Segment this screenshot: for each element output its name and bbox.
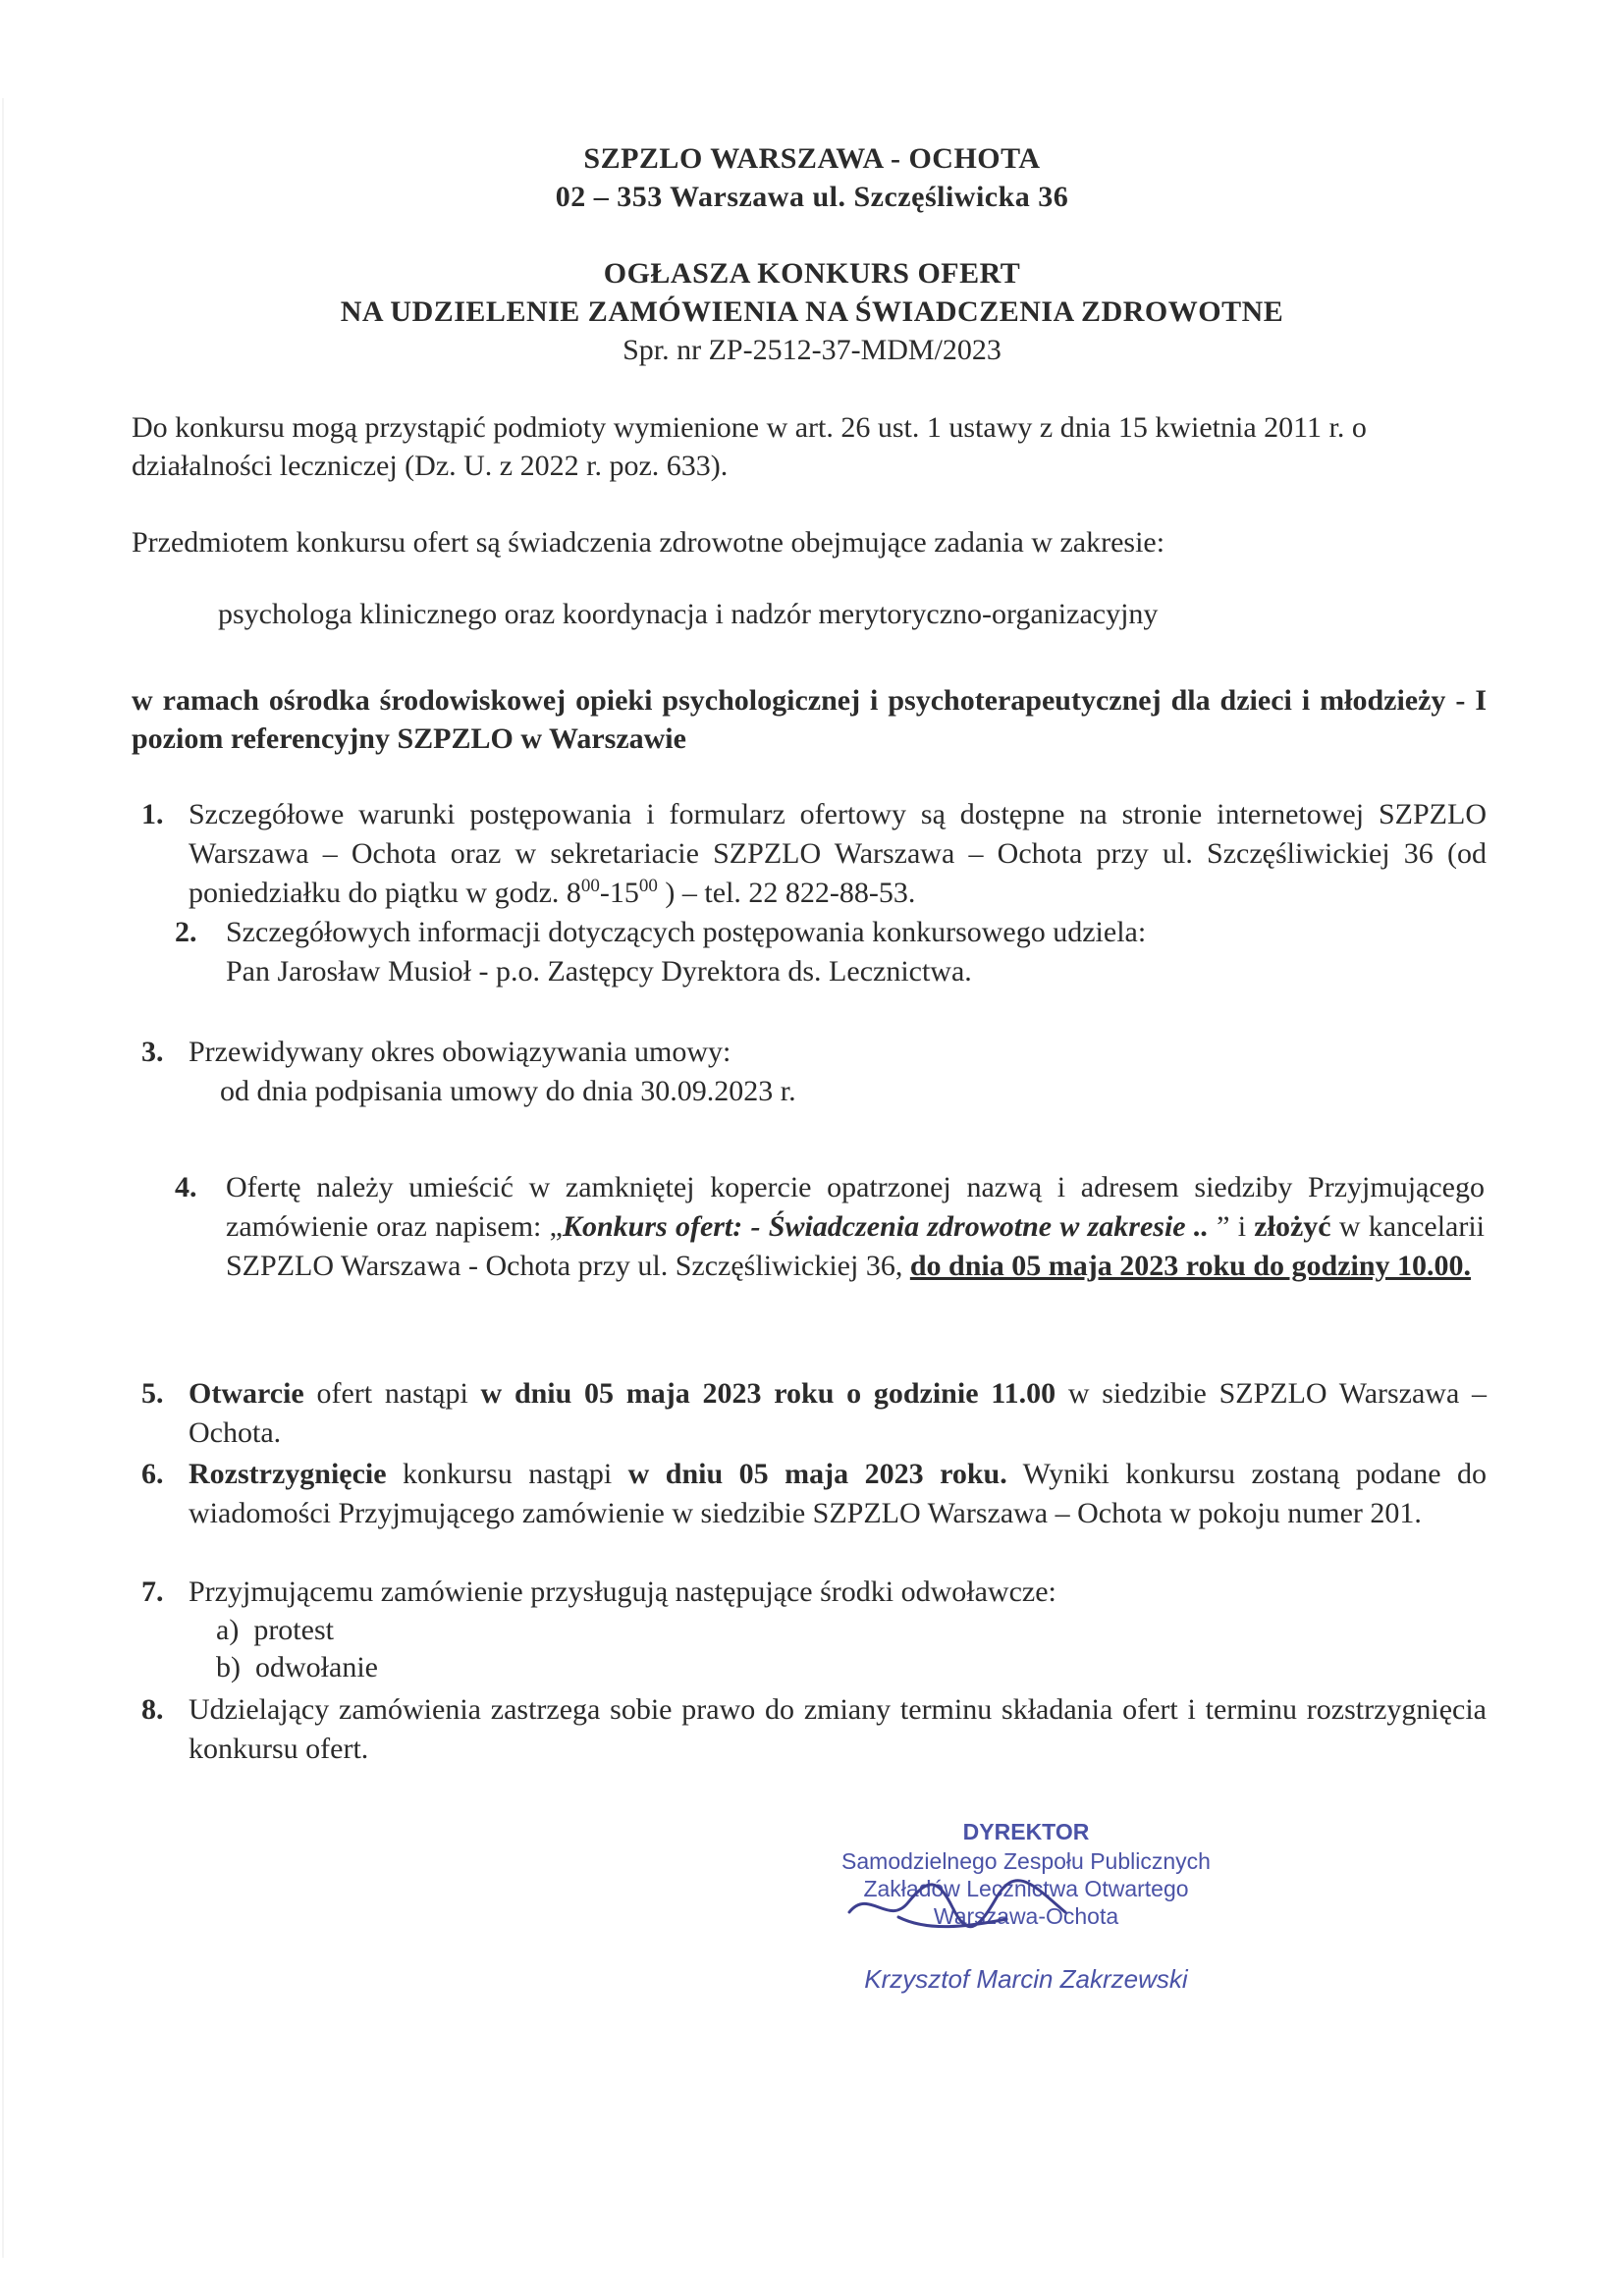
- item-text: [189, 1455, 1487, 1533]
- item-number: 5.: [141, 1377, 164, 1410]
- item-text: Pan Jarosław Musioł - p.o. Zastępcy Dyrektora ds. Lecznictwa.: [226, 955, 972, 988]
- stamp-line: Warszawa-Ochota: [933, 1903, 1119, 1929]
- item-text: Przewidywany okres obowiązywania umowy:: [189, 1036, 731, 1068]
- item-text-part: konkursu nastąpi: [386, 1458, 628, 1490]
- opening-date: w dniu 05 maja 2023 roku o godzinie 11.00: [480, 1377, 1056, 1410]
- sub-item-text: protest: [253, 1614, 334, 1646]
- item-text: [189, 1374, 1487, 1453]
- item-number: 4.: [175, 1171, 197, 1203]
- item-text-part: Ofertę należy umieścić w zamkniętej kopercie opatrzonej nazwą i adresem siedziby Przyjmującego zamówienie oraz napisem: „: [226, 1171, 1485, 1243]
- item-text-part: Otwarcie: [189, 1377, 304, 1410]
- announcement-subtitle: NA UDZIELENIE ZAMÓWIENIA NA ŚWIADCZENIA ZDROWOTNE: [340, 295, 1284, 328]
- item-text: [226, 1168, 1485, 1286]
- item-text-part: Szczegółowe warunki postępowania i formularz ofertowy są dostępne na stronie internetowej SZPZLO Warszawa – Ochota oraz w sekretariacie SZPZLO Warszawa – Ochota przy ul. Szczęśliwickiej 36 (od poniedziałku do piątku w godz. 8: [189, 798, 1487, 909]
- stamp-title: DYREKTOR: [962, 1819, 1090, 1844]
- subject-paragraph: Przedmiotem konkursu ofert są świadczenia zdrowotne obejmujące zadania w zakresie:: [132, 526, 1165, 559]
- item-text-part: ) – tel. 22 822-88-53.: [657, 877, 916, 909]
- item-number: 6.: [141, 1458, 164, 1490]
- scan-edge: [2, 98, 4, 2258]
- scope-line: psychologa klinicznego oraz koordynacja i nadzór merytoryczno-organizacyjny: [218, 598, 1159, 630]
- announcement-title: OGŁASZA KONKURS OFERT: [603, 257, 1021, 290]
- organization-address: 02 – 353 Warszawa ul. Szczęśliwicka 36: [555, 181, 1069, 213]
- list-item: [216, 1612, 805, 1649]
- sub-item-text: odwołanie: [255, 1651, 378, 1683]
- envelope-label: Konkurs ofert: - Świadczenia zdrowotne w zakresie ..: [562, 1210, 1209, 1243]
- submission-deadline: do dnia 05 maja 2023 roku do godziny 10.00.: [909, 1250, 1472, 1282]
- sub-item-label: a): [216, 1614, 240, 1646]
- reference-number: Spr. nr ZP-2512-37-MDM/2023: [623, 334, 1001, 366]
- item-text: [189, 795, 1487, 913]
- item-number: 8.: [141, 1693, 164, 1726]
- director-name: Krzysztof Marcin Zakrzewski: [864, 1964, 1188, 1994]
- sub-item-label: b): [216, 1651, 241, 1683]
- item-text: Przyjmującemu zamówienie przysługują następujące środki odwoławcze:: [189, 1575, 1056, 1608]
- item-text-part: ” i: [1208, 1210, 1255, 1243]
- time-superscript: 00: [638, 876, 658, 896]
- organization-name: SZPZLO WARSZAWA - OCHOTA: [583, 142, 1041, 175]
- item-number: 1.: [141, 798, 164, 830]
- item-text: Szczegółowych informacji dotyczących postępowania konkursowego udziela:: [226, 916, 1147, 948]
- item-text-part: Wyniki konkursu zostaną podane do wiadomości Przyjmującego zamówienie w siedzibie SZPZLO Warszawa – Ochota w pokoju numer 201.: [189, 1458, 1487, 1529]
- director-stamp: [820, 1819, 1232, 2005]
- appeal-measures-list: [216, 1612, 805, 1686]
- item-text: Udzielający zamówienia zastrzega sobie prawo do zmiany terminu składania ofert i terminu rozstrzygnięcia konkursu ofert.: [189, 1693, 1487, 1765]
- item-text-part: w kancelarii SZPZLO Warszawa - Ochota przy ul. Szczęśliwickiej 36,: [226, 1210, 1486, 1282]
- item-text-part: w siedzibie SZPZLO Warszawa – Ochota.: [189, 1377, 1488, 1449]
- item-text-part: złożyć: [1254, 1210, 1331, 1243]
- scope-context: w ramach ośrodka środowiskowej opieki psychologicznej i psychoterapeutycznej dla dzieci i młodzieży - I poziom referencyjny SZPZLO w Warszawie: [132, 684, 1487, 755]
- item-text-part: -15: [599, 877, 639, 909]
- item-text: od dnia podpisania umowy do dnia 30.09.2023 r.: [220, 1075, 796, 1107]
- item-text-part: ofert nastąpi: [303, 1377, 481, 1410]
- list-item: [216, 1649, 805, 1686]
- item-text-part: Rozstrzygnięcie: [189, 1458, 387, 1490]
- stamp-line: Samodzielnego Zespołu Publicznych: [841, 1848, 1211, 1874]
- intro-paragraph: Do konkursu mogą przystąpić podmioty wymienione w art. 26 ust. 1 ustawy z dnia 15 kwietnia 2011 r. o działalności leczniczej (Dz. U. z 2022 r. poz. 633).: [132, 411, 1367, 482]
- item-number: 7.: [141, 1575, 164, 1608]
- item-number: 3.: [141, 1036, 164, 1068]
- stamp-line: Zakładów Lecznictwa Otwartego: [863, 1876, 1189, 1901]
- item-number: 2.: [175, 916, 197, 948]
- handwritten-signature: [839, 1858, 1075, 1947]
- time-superscript: 00: [580, 876, 600, 896]
- resolution-date: w dniu 05 maja 2023 roku.: [627, 1458, 1007, 1490]
